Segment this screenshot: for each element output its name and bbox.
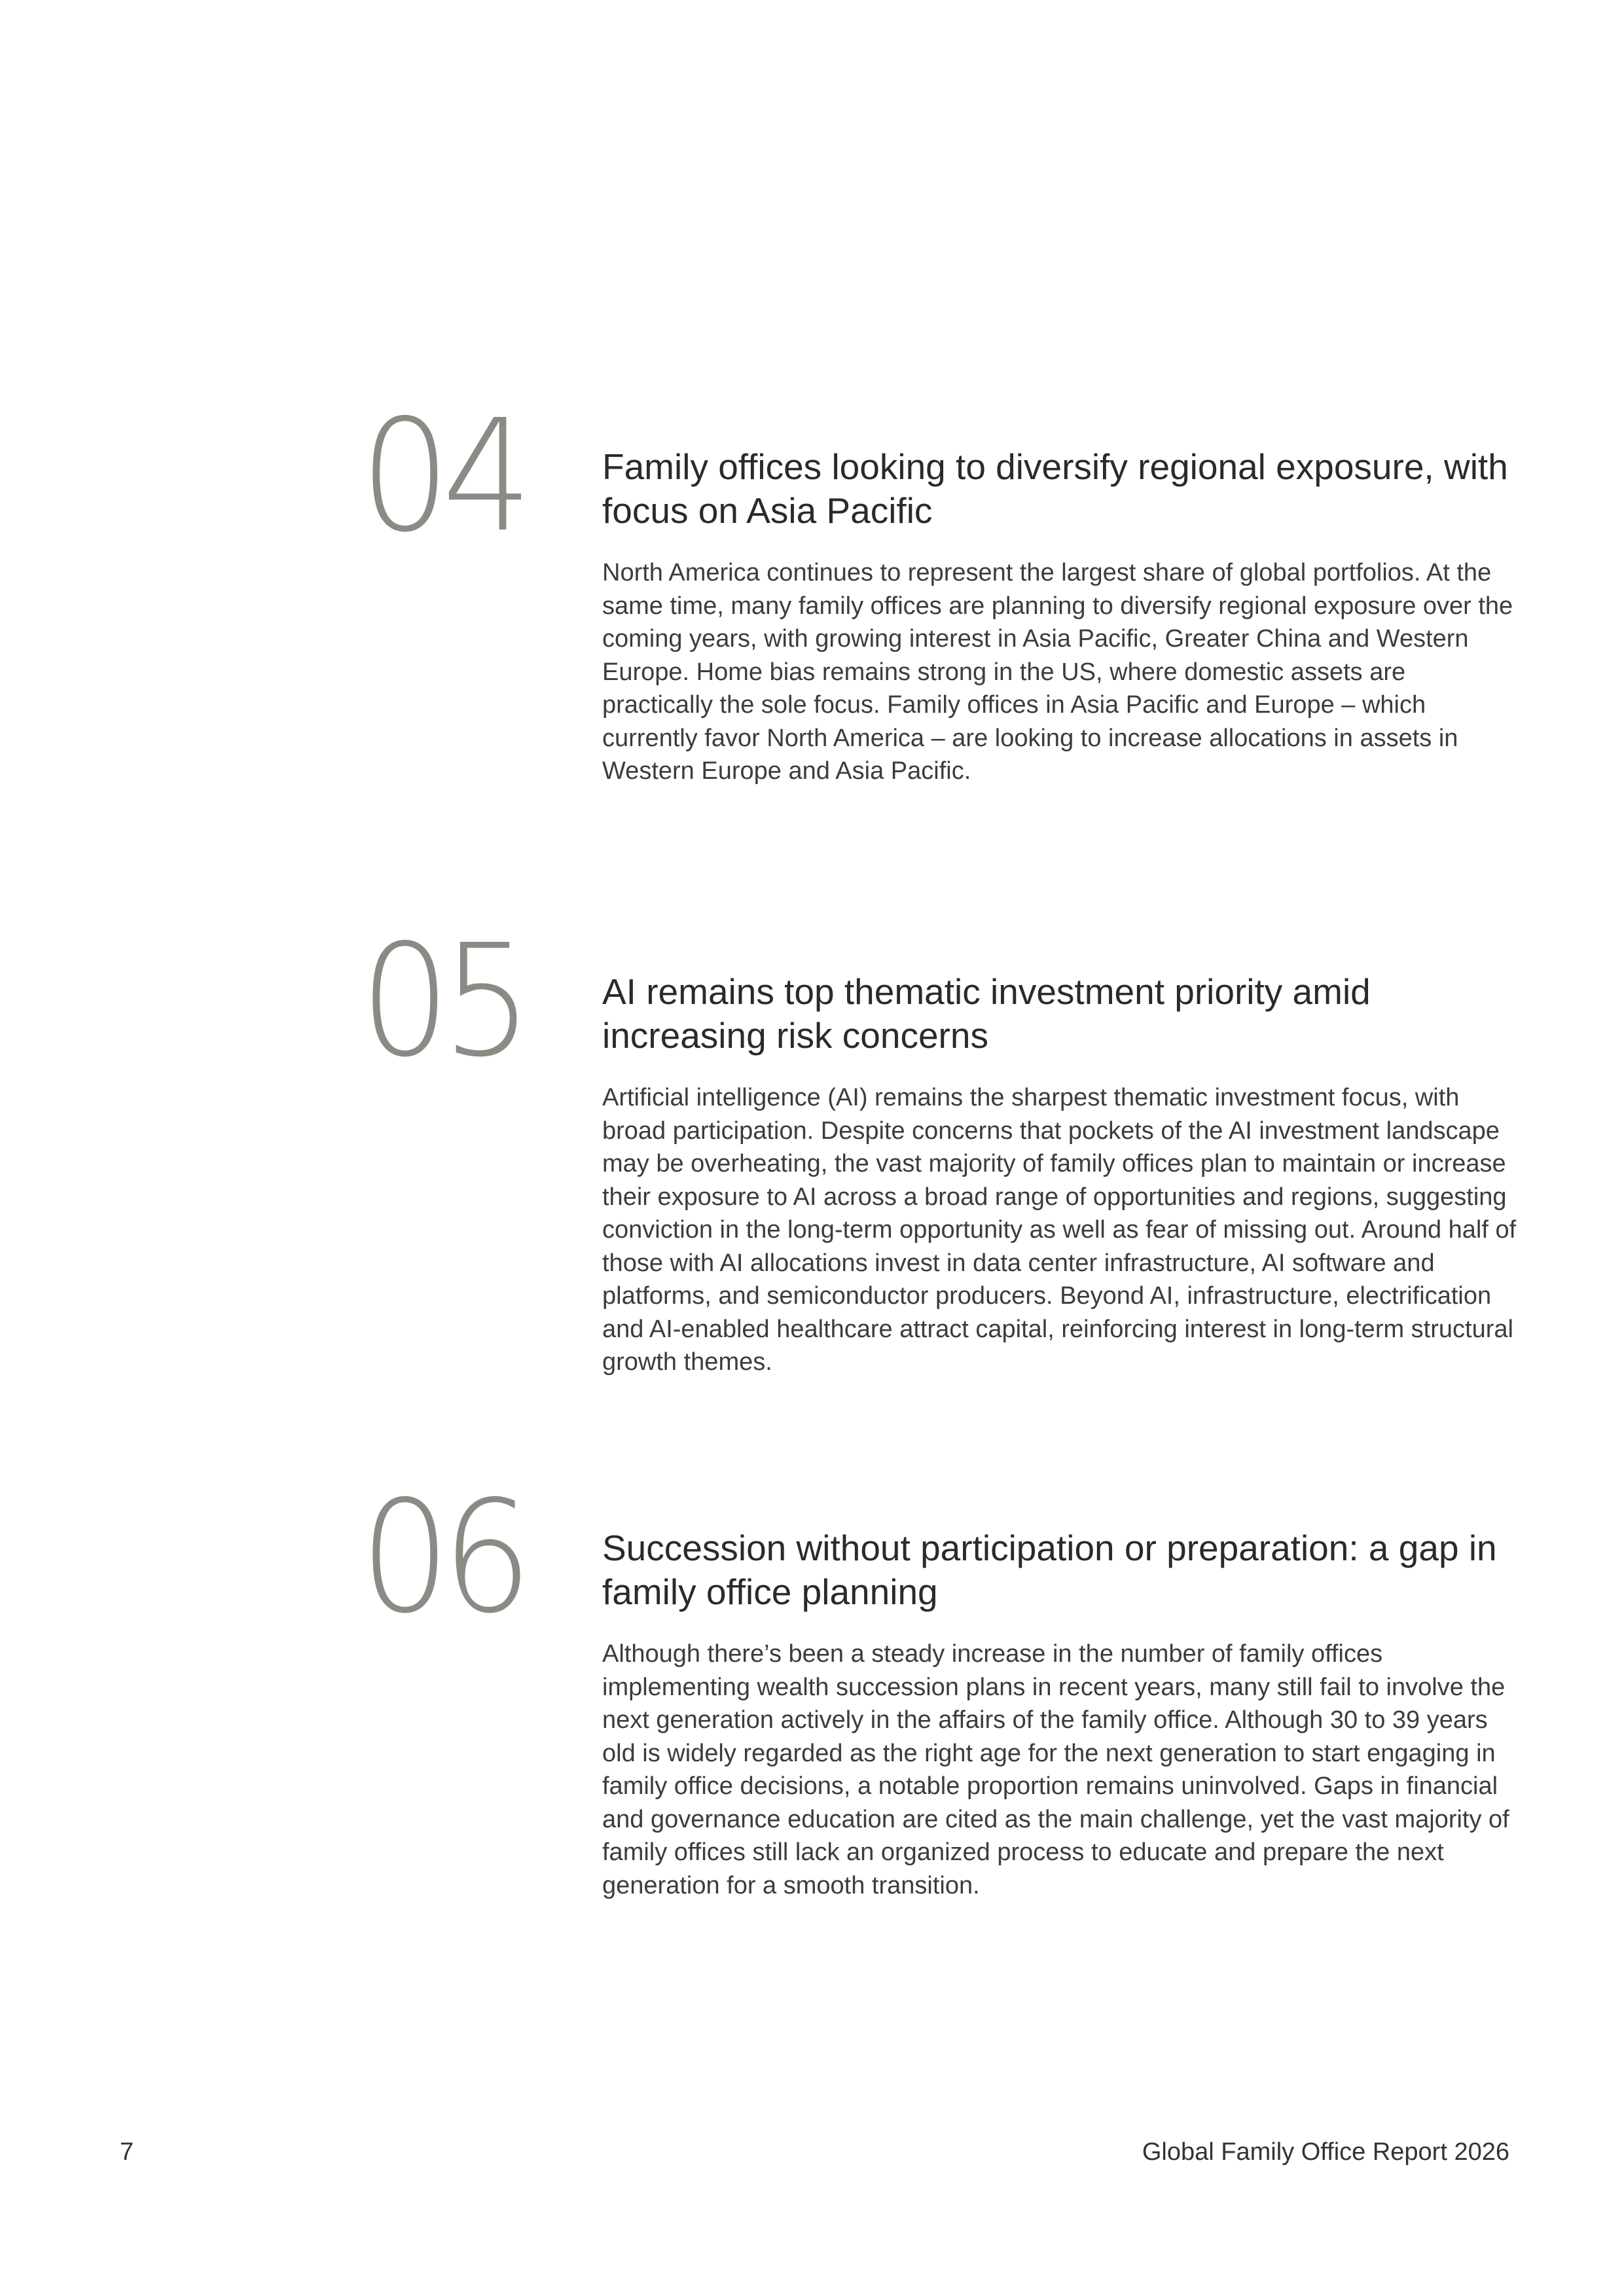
section-number: 04	[360, 386, 524, 566]
section-content	[602, 1526, 1519, 1902]
section-body-text: North America continues to represent the largest share of global portfolios. At the same time, many family offices are planning to diversify regional exposure over the coming years, with growing interest in Asia Pacific, Greater China and Western Europe. Home bias remains strong in the US, where domestic assets are practically the sole focus. Family offices in Asia Pacific and Europe – which currently favor North America – are looking to increase allocations in assets in Western Europe and Asia Pacific.	[602, 559, 1513, 785]
footer-report-title: Global Family Office Report 2026	[1142, 2138, 1509, 2166]
section-content	[602, 970, 1519, 1379]
section-body-text: Although there’s been a steady increase in the number of family offices implementing wealth succession plans in recent years, many still fail to involve the next generation actively in the affairs of the family office. Although 30 to 39 years old is widely regarded as the right age for the next generation to start engaging in family office decisions, a notable proportion remains uninvolved. Gaps in financial and governance education are cited as the main challenge, yet the vast majority of family offices still lack an organized process to educate and prepare the next generation for a smooth transition.	[602, 1640, 1509, 1899]
section-body-text: Artificial intelligence (AI) remains the sharpest thematic investment focus, with broad participation. Despite concerns that pockets of the AI investment landscape may be overheating, the vast majority of family offices plan to maintain or increase their exposure to AI across a broad range of opportunities and regions, suggesting conviction in the long-term opportunity as well as fear of missing out. Around half of those with AI allocations invest in data center infrastructure, AI software and platforms, and semiconductor producers. Beyond AI, infrastructure, electrification and AI-enabled healthcare attract capital, reinforcing interest in long-term structural growth themes.	[602, 1084, 1517, 1376]
section-heading: AI remains top thematic investment priority amid increasing risk concerns	[602, 971, 1371, 1056]
section-heading: Family offices looking to diversify regional exposure, with focus on Asia Pacific	[602, 446, 1508, 531]
page-number: 7	[120, 2138, 134, 2166]
section-heading: Succession without participation or preparation: a gap in family office planning	[602, 1528, 1497, 1612]
section-number: 06	[360, 1467, 524, 1647]
section-number: 05	[360, 911, 524, 1091]
section-content	[602, 445, 1519, 788]
